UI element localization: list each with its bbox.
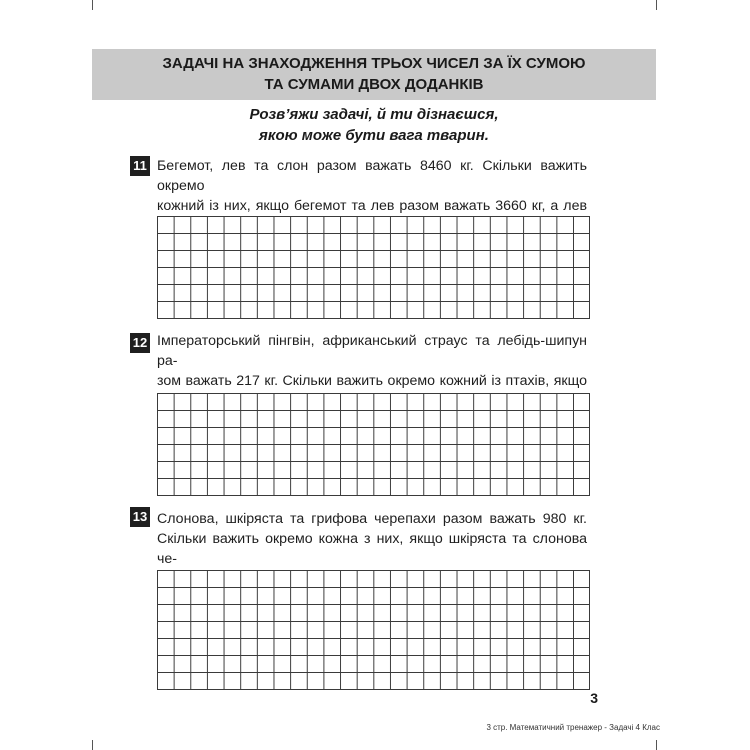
task-line: Імператорський пінгвін, африканський страус та лебідь-шипун ра- (157, 333, 587, 369)
header-title-line1: ЗАДАЧІ НА ЗНАХОДЖЕННЯ ТРЬОХ ЧИСЕЛ ЗА ЇХ СУМОЮ (162, 55, 586, 72)
page-number: 3 (590, 690, 598, 706)
instruction-line1: Розв’яжи задачі, й ти дізнаєшся, (249, 106, 499, 123)
footer-caption: 3 стр. Математичний тренажер - Задачі 4 Клас (486, 723, 660, 732)
crop-mark (92, 0, 93, 10)
task-line: Бегемот, лев та слон разом важать 8460 кг. Скільки важить окремо (157, 158, 587, 194)
answer-grid[interactable] (157, 570, 590, 690)
answer-grid[interactable] (157, 393, 590, 496)
instruction (92, 104, 656, 146)
section-header (92, 49, 656, 100)
task-number-badge: 12 (130, 333, 150, 353)
task-number-badge: 13 (130, 507, 150, 527)
instruction-line2: якою може бути вага тварин. (259, 127, 489, 144)
crop-mark (92, 740, 93, 750)
task-line: зом важать 217 кг. Скільки важить окремо кожний із птахів, якщо (157, 373, 587, 389)
task-line: Слонова, шкіряста та грифова черепахи разом важать 980 кг. (157, 511, 587, 527)
answer-grid[interactable] (157, 216, 590, 319)
crop-mark (656, 740, 657, 750)
header-title-line2: ТА СУМАМИ ДВОХ ДОДАНКІВ (264, 76, 484, 93)
task-number-badge: 11 (130, 156, 150, 176)
task-line: Скільки важить окремо кожна з них, якщо шкіряста та слонова че- (157, 531, 587, 567)
task-line: кожний із них, якщо бегемот та лев разом важать 3660 кг, а лев (157, 198, 587, 214)
crop-mark (656, 0, 657, 10)
